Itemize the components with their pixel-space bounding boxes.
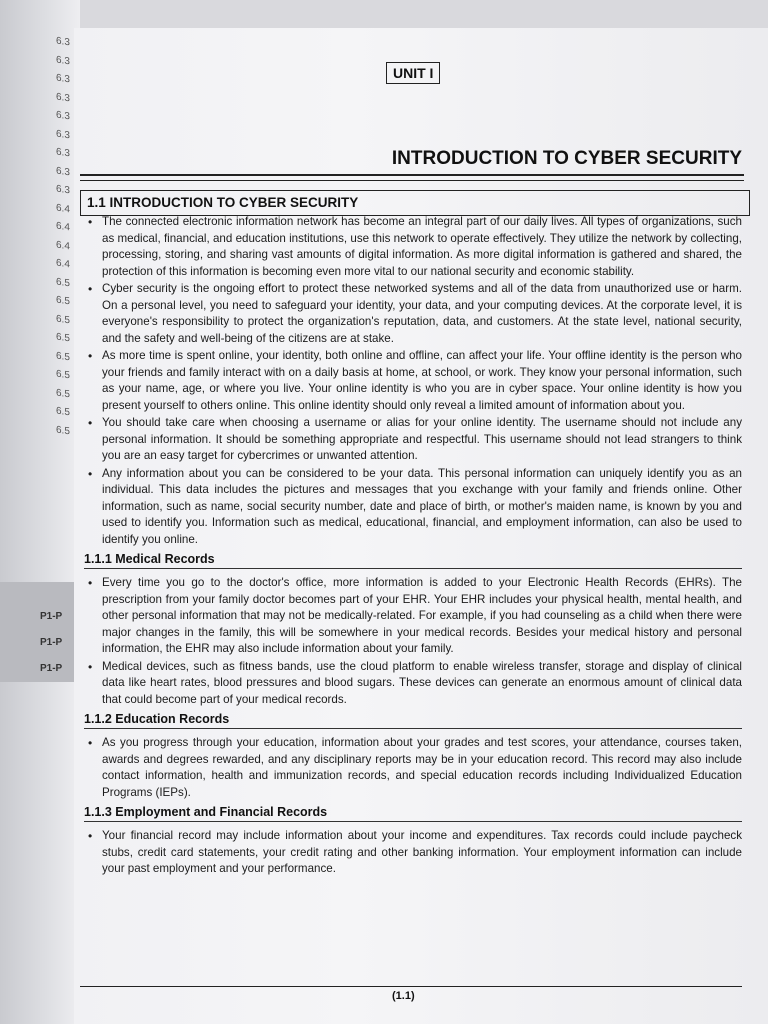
left-page-number: 6.3: [56, 146, 70, 160]
bullet-text: As you progress through your education, information about your grades and test scores, your attendance, courses taken, awards and degrees rewarded, and any disciplinary reports may be in your education record. This record may also include contact information, health and immunization records, and special education records including Individualized Education Programs (IEPs).: [102, 736, 742, 799]
bullet-item: • Medical devices, such as fitness bands, use the cloud platform to enable wireless transfer, storage and display of clinical data like heart rates, blood pressures and blood sugars. These devices can generate an enormous amount of clinical data that could become part of your medical records.: [88, 659, 742, 706]
bullet-text: Cyber security is the ongoing effort to protect these networked systems and all of the data from unauthorized use or harm. On a personal level, you need to safeguard your identity, your data, and your computing devices. At the corporate level, it is everyone's responsibility to protect the organization's reputation, data, and customers. At the state level, national security, and the safety and well-being of the citizens are at stake.: [102, 282, 742, 345]
left-page-number: 6.3: [56, 109, 70, 123]
title-rule: [80, 174, 744, 181]
bullet-item: • Your financial record may include information about your income and expenditures. Tax records could include paycheck stubs, credit card statements, your credit rating and other banking information. Your employment information can include your past employment and your performance.: [88, 829, 742, 875]
left-page-number: 6.4: [56, 238, 70, 252]
left-page-label: P1-P: [40, 663, 63, 674]
chapter-title: INTRODUCTION TO CYBER SECURITY: [391, 148, 742, 169]
bullet-text: Any information about you can be considered to be your data. This personal information can uniquely identify you as an individual. This data includes the pictures and messages that you exchange with your family and friends online. Other information, such as name, social security number, date and place of birth, or mother's maiden name, is known by you and used to identify you. Information such as medical, educational, financial, and employment information, can also be used to identify you online.: [102, 466, 742, 546]
bullet-text: You should take care when choosing a username or alias for your online identity. The username should not include any personal information. It should be something appropriate and respectful. This username should not lead strangers to think you are an easy target for cybercrimes or unwanted attention.: [102, 416, 742, 462]
section-heading: 1.1 INTRODUCTION TO CYBER SECURITY: [80, 190, 750, 216]
bullet-item: • Every time you go to the doctor's office, more information is added to your Electronic Health Records (EHRs). The prescription from your family doctor becomes part of your EHR. Your EHR includes your physical health, mental health, and other personal information that may not be medically-related. For example, if you had counseling as a child when there were major changes in the family, this will be somewhere in your medical records. Besides your medical history and personal information, the EHR may also include information about your family.: [88, 576, 742, 655]
footer-rule: [80, 986, 742, 987]
left-page-number: 6.3: [56, 90, 70, 104]
left-page-number: 6.4: [56, 201, 70, 215]
section-body: [84, 214, 742, 879]
page-number: (1.1): [392, 990, 415, 1002]
document-page: [74, 28, 768, 1024]
left-page-number: 6.3: [56, 164, 70, 178]
left-page-number: 6.5: [56, 275, 70, 289]
left-page-number: 6.5: [56, 405, 70, 419]
bullet-item: • Any information about you can be considered to be your data. This personal information can uniquely identify you as an individual. This data includes the pictures and messages that you exchange with your family and friends online. Other information, such as name, social security number, date and place of birth, or mother's maiden name, is known by you and used to identify you. Information such as medical, educational, financial, and employment information, can also be used to identify you online.: [88, 466, 742, 546]
left-page-number: 6.3: [56, 183, 70, 197]
left-page-number: 6.3: [56, 35, 70, 49]
bullet-text: As more time is spent online, your identity, both online and offline, can affect your life. Your offline identity is the person who your friends and family interact with on a daily basis at home, at school, or work. They know your personal information, such as your name, age, or where you live. Your online identity is who you are in cyber space. Your online identity is how you present yourself to others online. This online identity should only reveal a limited amount of information about you.: [102, 349, 742, 412]
bullet-item: • As you progress through your education, information about your grades and test scores, your attendance, courses taken, awards and degrees rewarded, and any disciplinary reports may be in your education record. This record may also include contact information, health and immunization records, and special education records including Individualized Education Programs (IEPs).: [88, 736, 742, 799]
left-page-number: 6.4: [56, 220, 70, 234]
left-page-number: 6.4: [56, 257, 70, 271]
bullet-item: • As more time is spent online, your identity, both online and offline, can affect your life. Your offline identity is the person who your friends and family interact with on a daily basis at home, at school, or work. They know your personal information, such as your name, age, or where you live. Your online identity is who you are in cyber space. Your online identity is how you present yourself to others online. This online identity should only reveal a limited amount of information about you.: [88, 349, 742, 412]
subsection-heading-medical: 1.1.1 Medical Records: [84, 550, 742, 569]
left-page-number: 6.5: [56, 368, 70, 382]
left-page-number: 6.3: [56, 53, 70, 67]
bullet-item: • The connected electronic information network has become an integral part of our daily lives. All types of organizations, such as medical, financial, and education institutions, use this network to operate effectively. They utilize the network by collecting, processing, storing, and sharing vast amounts of digital information. As more digital information is gathered and shared, the protection of this information is becoming even more vital to our national security and economic stability.: [88, 215, 742, 278]
left-page-number: 6.5: [56, 349, 70, 363]
left-page-number: 6.5: [56, 294, 70, 308]
left-page-number: 6.5: [56, 386, 70, 400]
bullet-text: The connected electronic information network has become an integral part of our daily lives. All types of organizations, such as medical, financial, and education institutions, use this network to operate effectively. They utilize the network by collecting, processing, storing, and sharing vast amounts of digital information. As more digital information is gathered and shared, the protection of this information is becoming even more vital to our national security and economic stability.: [102, 215, 742, 278]
bullet-text: Every time you go to the doctor's office, more information is added to your Electronic Health Records (EHRs). The prescription from your family doctor becomes part of your EHR. Your EHR includes your physical health, mental health, and other personal information that may not be medically-related. For example, if you had counseling as a child when there were major changes in the family, this will be somewhere in your medical records. Besides your medical history and personal information, the EHR may also include information about your family.: [102, 576, 742, 655]
left-page-number: 6.5: [56, 312, 70, 326]
subsection-heading-education: 1.1.2 Education Records: [84, 710, 742, 729]
bullet-item: • You should take care when choosing a username or alias for your online identity. The username should not include any personal information. It should be something appropriate and respectful. This username should not lead strangers to think you are an easy target for cybercrimes or unwanted attention.: [88, 416, 742, 462]
left-page-labels: [40, 604, 62, 682]
left-page-number: 6.5: [56, 423, 70, 437]
bullet-text: Medical devices, such as fitness bands, use the cloud platform to enable wireless transfer, storage and display of clinical data like heart rates, blood pressures and blood sugars. These devices can generate an enormous amount of clinical data that could become part of your medical records.: [102, 659, 742, 706]
unit-label: UNIT I: [386, 62, 440, 84]
left-page-label: P1-P: [40, 637, 63, 648]
subsection-heading-employment: 1.1.3 Employment and Financial Records: [84, 803, 742, 822]
left-page-number: 6.3: [56, 72, 70, 86]
bullet-text: Your financial record may include information about your income and expenditures. Tax records could include paycheck stubs, credit card statements, your credit rating and other banking information. Your employment information can include your past employment and your performance.: [102, 829, 742, 875]
bullet-item: • Cyber security is the ongoing effort to protect these networked systems and all of the data from unauthorized use or harm. On a personal level, you need to safeguard your identity, your data, and your computing devices. At the corporate level, it is everyone's responsibility to protect the organization's reputation, data, and customers. At the state level, national security, and the safety and well-being of the citizens are at stake.: [88, 282, 742, 345]
left-page-number: 6.3: [56, 127, 70, 141]
left-page-label: P1-P: [40, 611, 63, 622]
left-page-number: 6.5: [56, 331, 70, 345]
